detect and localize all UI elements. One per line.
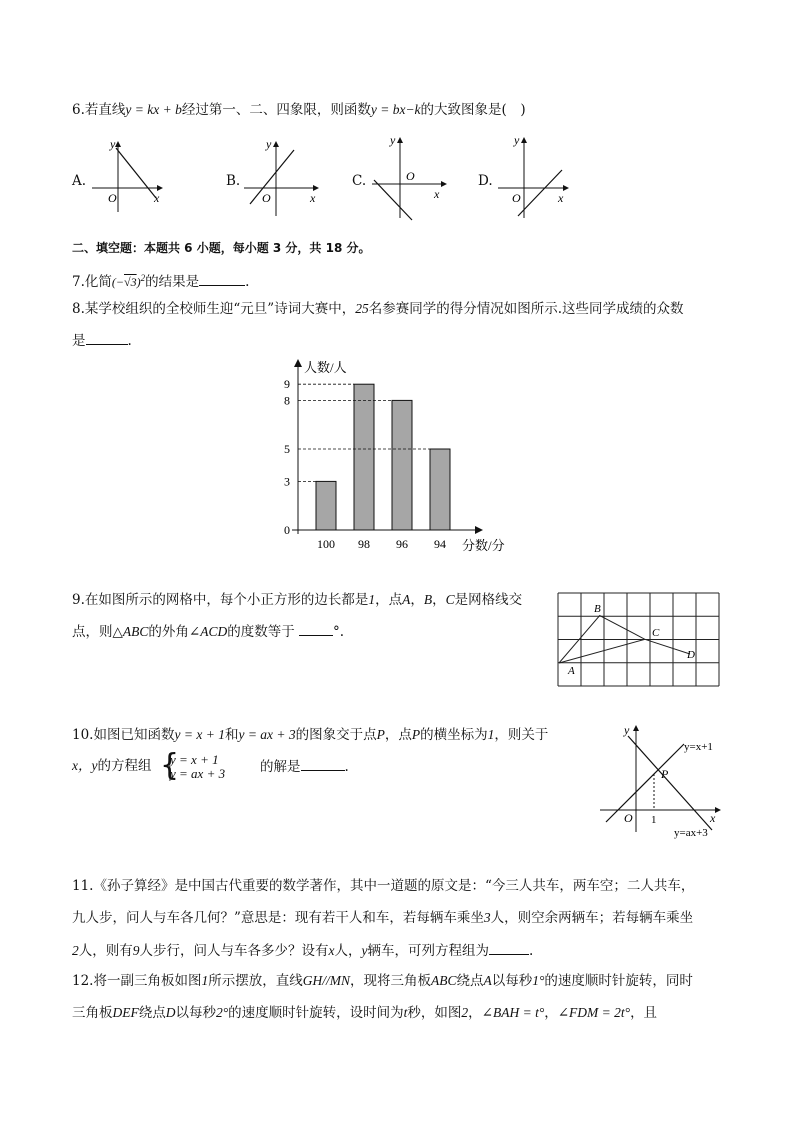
q11-line2: 九人步，问人与车各几何？”意思是：现有若干人和车，若每辆车乘坐3人，则空余两辆车；若每辆车乘坐 [72, 910, 694, 926]
q6-option-d-graph [494, 132, 574, 222]
q10-answer-blank[interactable] [301, 757, 345, 771]
q9-line2: 点，则△ABC的外角∠ACD的度数等于 °. [72, 624, 345, 640]
segment-cd [645, 639, 690, 654]
q9-number: 9. [72, 592, 85, 608]
origin-label: O [512, 191, 521, 205]
y-label: y [624, 723, 630, 737]
x-label: x [710, 811, 716, 825]
q10-graph [596, 722, 728, 840]
function-line [518, 170, 562, 216]
bar-94 [430, 449, 450, 530]
x-tick-label: 100 [317, 537, 335, 551]
line2-label: y=ax+3 [674, 827, 708, 839]
y-label: y [390, 133, 396, 147]
point-d-label: D [687, 649, 695, 661]
q6-option-c-graph [368, 132, 452, 222]
chart-x-label: 分数/分 [462, 538, 505, 553]
origin-label: O [262, 191, 271, 205]
q8-answer-blank[interactable] [86, 331, 128, 345]
q7-number: 7. [72, 274, 85, 290]
q8-line2: 是 . [72, 333, 132, 349]
bar-100 [316, 481, 336, 530]
bar-96 [392, 400, 412, 530]
y-tick-label: 3 [284, 474, 290, 489]
q8-line1: 8.某学校组织的全校师生迎“元旦”诗词大赛中，25名参赛同学的得分情况如图所示.这些同学成绩的众数 [72, 301, 684, 317]
function-line [116, 148, 156, 198]
y-label: y [514, 133, 520, 147]
q10-line2: x，y的方程组 [72, 758, 152, 774]
point-b-label: B [594, 603, 601, 615]
q11-number: 11. [72, 878, 94, 894]
line1-label: y=x+1 [684, 741, 713, 753]
q9-line1: 9.在如图所示的网格中，每个小正方形的边长都是1，点A，B，C是网格线交 [72, 592, 523, 608]
q7-answer-blank[interactable] [199, 272, 245, 286]
q6-text: 的大致图象是( ) [420, 102, 526, 118]
q6-option-c-label: C. [352, 173, 367, 189]
q11-line1: 11.《孙子算经》是中国古代重要的数学著作，其中一道题的原文是：“今三人共车，两车空；二人共车， [72, 878, 695, 894]
function-line [374, 180, 412, 220]
q10-line1: 10.如图已知函数y = x + 1和y = ax + 3的图象交于点P，点P的横坐标为1，则关于 [72, 727, 549, 743]
q12-number: 12. [72, 973, 94, 989]
function-line [250, 150, 294, 204]
x-label: x [154, 191, 160, 205]
q10-line2-tail: 的解是 . [260, 759, 349, 775]
point-p-label: P [661, 767, 669, 781]
q6-equation-1: y = kx + b [125, 102, 182, 117]
q6-text: 经过第一、二、四象限，则函数 [181, 102, 371, 118]
section-heading: 二、填空题：本题共 6 小题，每小题 3 分，共 18 分。 [72, 241, 371, 255]
q11-answer-blank[interactable] [489, 941, 529, 955]
x-tick-label: 96 [396, 537, 408, 551]
q7-expression: $(-√3)^2$ [111, 273, 146, 289]
y-tick-label: 8 [284, 393, 290, 408]
q6-option-b-graph [240, 136, 324, 220]
point-c-label: C [652, 627, 660, 639]
q6-option-a-label: A. [72, 173, 87, 189]
q9-grid-figure [556, 592, 722, 688]
q6-stem [72, 101, 526, 119]
q12-line1: 12.将一副三角板如图1所示摆放，直线GH//MN，现将三角板ABC绕点A以每秒1°的速度顺时针旋转，同时 [72, 973, 693, 989]
y-tick-label: 0 [284, 523, 290, 537]
q7-stem: 7.化简$(-√3)^2$的结果是 . [72, 273, 250, 290]
bar-98 [354, 384, 374, 530]
x-label: x [434, 187, 440, 201]
q6-text: 若直线 [84, 102, 126, 118]
origin-label: O [108, 191, 117, 205]
y-tick-label: 9 [284, 377, 290, 392]
y-tick-label: 5 [284, 442, 290, 456]
q6-option-a-graph [88, 136, 168, 216]
q6-option-d-label: D. [478, 173, 493, 189]
q8-bar-chart [270, 352, 530, 562]
q7-text: 化简 [84, 274, 112, 290]
y-label: y [266, 137, 272, 151]
x-tick-label: 94 [434, 537, 446, 551]
q11-line3: 2人，则有9人步行，问人与车各多少？设有x人，y辆车，可列方程组为 . [72, 943, 534, 959]
q6-number: 6. [72, 102, 85, 118]
q6-option-b-label: B. [226, 173, 241, 189]
q12-line2: 三角板DEF绕点D以每秒2°的速度顺时针旋转，设时间为t秒，如图2，∠BAH = t°，∠FDM = 2t°，且 [72, 1005, 658, 1021]
origin-label: O [624, 811, 633, 825]
y-label: y [110, 137, 116, 151]
q10-number: 10. [72, 727, 94, 743]
tick-1-label: 1 [651, 814, 657, 826]
q10-equation-system: { y = x + 1 y = ax + 3 [160, 748, 226, 783]
x-label: x [310, 191, 316, 205]
q6-equation-2: y = bx−k [370, 102, 421, 117]
chart-y-label: 人数/人 [304, 360, 347, 375]
q9-answer-blank[interactable] [299, 622, 333, 636]
x-tick-label: 98 [358, 537, 370, 551]
x-label: x [558, 191, 564, 205]
q7-text: 的结果是 [145, 274, 200, 290]
q8-number: 8. [72, 301, 85, 317]
origin-label: O [406, 169, 415, 183]
point-a-label: A [568, 665, 575, 677]
